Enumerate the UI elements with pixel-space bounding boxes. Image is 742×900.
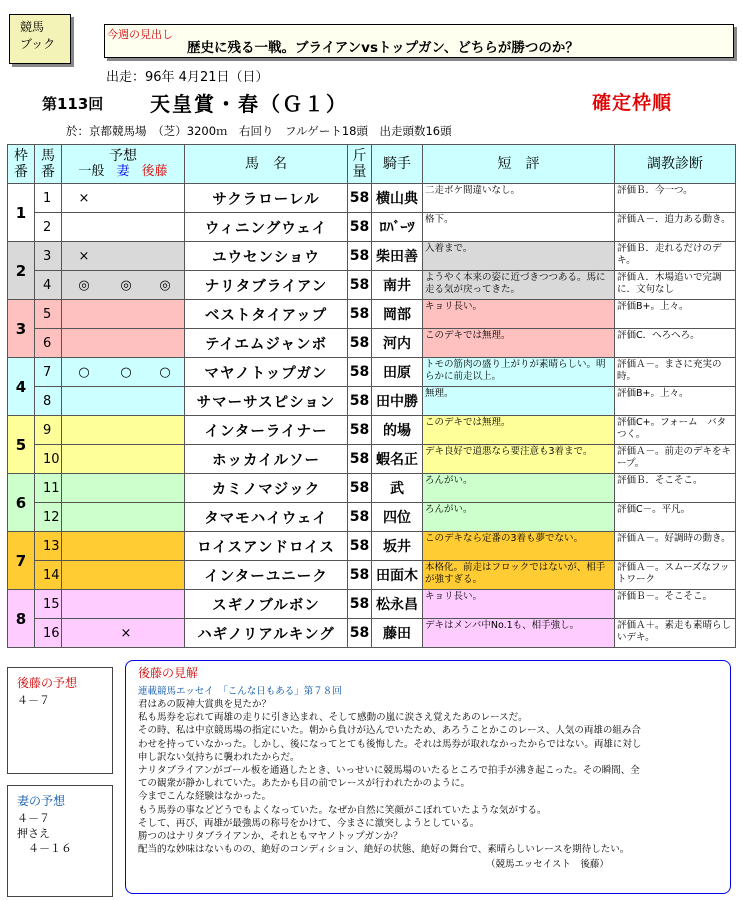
race-info: 於：京都競馬場 （芝）3200ｍ 右回り フルゲート18頭 出走頭数16頭 (66, 124, 452, 138)
essay-line: ての観衆が静かしれていた。あたかも目の前でレースが行われたかのように。 (138, 778, 471, 790)
header-comment: 短 評 (423, 145, 615, 184)
table-header-row (8, 145, 736, 184)
prediction-marks (62, 213, 185, 242)
training-eval: 評価Ｂ．今一つ。 (615, 184, 736, 213)
waku-number: 4 (8, 358, 35, 416)
kinryo: 58 (348, 184, 372, 213)
ippan-mark: × (78, 248, 90, 264)
waku-number: 6 (8, 474, 35, 532)
kinryo: 58 (348, 329, 372, 358)
short-comment: このデキなら定番の3着も夢でない。 (423, 532, 615, 561)
training-eval: 評価Ｂ．走れるだけのデキ。 (615, 242, 736, 271)
table-row (8, 387, 736, 416)
kinryo: 58 (348, 416, 372, 445)
essay-line: 君はあの阪神大賞典を見たか？ (138, 699, 272, 710)
essay-line: 申し訳ない気持ちに襲われたからだ。 (138, 751, 300, 763)
ippan-mark: ◎ (78, 277, 90, 293)
training-eval: 評価Ａ－。まさに充実の時。 (615, 358, 736, 387)
kinryo: 58 (348, 590, 372, 619)
essay-subtitle: 連載競馬エッセイ 「こんな日もある」第７８回 (138, 686, 342, 697)
jockey: 南井 (372, 271, 423, 300)
table-row (8, 242, 736, 271)
essay-signature: （競馬エッセイスト 後藤） (486, 859, 609, 871)
horse-name: ベストタイアップ (185, 300, 348, 329)
horse-name: サクラローレル (185, 184, 348, 213)
essay-line: そして、再び、両雄が最強馬の称号をかけて、今まさに激突しようとしている。 (138, 817, 480, 829)
kinryo: 58 (348, 561, 372, 590)
jockey: 松永昌 (372, 590, 423, 619)
table-row (8, 474, 736, 503)
training-eval: 評価Ａ－。スムーズなフットワーク (615, 561, 736, 590)
table-row (8, 445, 736, 474)
essay-line: もう馬券の事などどうでもよくなっていた。なぜか自然に笑顔がこぼれていたような気がする。 (138, 804, 547, 816)
header-kin: 斤 量 (348, 145, 372, 184)
jockey: 蝦名正 (372, 445, 423, 474)
prediction-marks (62, 445, 185, 474)
short-comment: デキはメンバ中No.1も、相手強し。 (423, 619, 615, 648)
table-row (8, 532, 736, 561)
uma-number: 6 (35, 329, 62, 358)
jockey: 藤田 (372, 619, 423, 648)
short-comment: 無理。 (423, 387, 615, 416)
table-row (8, 590, 736, 619)
uma-number: 14 (35, 561, 62, 590)
uma-number: 10 (35, 445, 62, 474)
status-label: 確定枠順 (592, 92, 673, 114)
short-comment: 格下。 (423, 213, 615, 242)
training-eval: 評価B+。上々。 (615, 387, 736, 416)
kinryo: 58 (348, 387, 372, 416)
short-comment: このデキでは無理。 (423, 416, 615, 445)
prediction-marks (62, 271, 185, 300)
training-eval: 評価Ａ－．追力ある動き。 (615, 213, 736, 242)
horse-name: スギノブルボン (185, 590, 348, 619)
race-number: 第113回 (42, 95, 104, 113)
table-row (8, 213, 736, 242)
prediction-marks (62, 619, 185, 648)
short-comment: キョリ長い。 (423, 300, 615, 329)
goto-mark: ◎ (159, 277, 171, 293)
training-eval: 評価C+。フォーム バタつく。 (615, 416, 736, 445)
essay-line: 私も馬券を忘れて両雄の走りに引き込まれ、そして感動の嵐に涙さえ覚えたあのレースだ。 (138, 712, 528, 724)
kinryo: 58 (348, 213, 372, 242)
goto-mark: ○ (159, 364, 171, 380)
uma-number: 11 (35, 474, 62, 503)
essay-line: 勝つのはナリタブライアンか、それともマヤノトップガンか？ (138, 831, 403, 843)
tsuma-mark: ◎ (120, 277, 132, 293)
uma-number: 7 (35, 358, 62, 387)
horse-name: テイエムジャンボ (185, 329, 348, 358)
tsuma-mark: ○ (120, 364, 132, 380)
uma-number: 1 (35, 184, 62, 213)
header-goto: 後藤 (141, 164, 168, 179)
prediction-marks (62, 387, 185, 416)
kinryo: 58 (348, 358, 372, 387)
header-tsuma: 妻 (116, 164, 130, 179)
jockey: 横山典 (372, 184, 423, 213)
short-comment: 入着まで。 (423, 242, 615, 271)
headline-text: 歴史に残る一戦。ブライアンvsトップガン、どちらが勝つのか？ (187, 40, 579, 56)
header-jockey: 騎手 (372, 145, 423, 184)
goto-prediction-body: ４－７ (17, 694, 50, 707)
essay-line: 配当的な妙味はないものの、絶好のコンディション、絶好の状態、絶好の舞台で、素晴らしいレースを期待したい。 (138, 844, 630, 856)
essay-line: わせを持っていなかった。しかし、後になってとても後悔した。それは馬券が取れなかったからではない。両雄に対し (138, 738, 642, 750)
horse-name: カミノマジック (185, 474, 348, 503)
waku-number: 1 (8, 184, 35, 242)
uma-number: 8 (35, 387, 62, 416)
short-comment: このデキでは無理。 (423, 329, 615, 358)
essay-line: ナリタブライアンがゴール板を通過したとき、いっせいに競馬場のいたるところで拍手が沸き起こった。その瞬間、全 (138, 765, 640, 777)
uma-number: 15 (35, 590, 62, 619)
horse-name: インターライナー (185, 416, 348, 445)
kinryo: 58 (348, 445, 372, 474)
goto-prediction-title: 後藤の予想 (17, 676, 78, 690)
table-row (8, 416, 736, 445)
table-row (8, 503, 736, 532)
essay-title: 後藤の見解 (138, 666, 199, 680)
jockey: 四位 (372, 503, 423, 532)
prediction-marks (62, 242, 185, 271)
kinryo: 58 (348, 619, 372, 648)
horse-name: ナリタブライアン (185, 271, 348, 300)
jockey: 坂井 (372, 532, 423, 561)
short-comment: ろんがい。 (423, 503, 615, 532)
kinryo: 58 (348, 474, 372, 503)
training-eval: 評価B+。上々。 (615, 300, 736, 329)
horse-name: サマーサスピション (185, 387, 348, 416)
uma-number: 5 (35, 300, 62, 329)
training-eval: 評価Ｂ－。そこそこ。 (615, 590, 736, 619)
prediction-marks (62, 474, 185, 503)
prediction-marks (62, 184, 185, 213)
uma-number: 13 (35, 532, 62, 561)
short-comment: ようやく本来の姿に近づきつつある。馬に走る気が戻ってきた。 (423, 271, 615, 300)
ippan-mark: × (78, 190, 90, 206)
header-uma: 馬 番 (35, 145, 62, 184)
jockey: 柴田善 (372, 242, 423, 271)
training-eval: 評価C．へろへろ。 (615, 329, 736, 358)
short-comment: 本格化。前走はフロックではないが、相手が強すぎる。 (423, 561, 615, 590)
jockey: 的場 (372, 416, 423, 445)
training-eval: 評価Ａ－。好調時の動き。 (615, 532, 736, 561)
jockey: 武 (372, 474, 423, 503)
jockey: 田面木 (372, 561, 423, 590)
prediction-marks (62, 416, 185, 445)
essay-line: 今までこんな経験はなかった。 (138, 791, 272, 803)
training-eval: 評価C－。平凡。 (615, 503, 736, 532)
header-waku: 枠 番 (8, 145, 35, 184)
uma-number: 4 (35, 271, 62, 300)
essay-body (138, 698, 730, 856)
race-name: 天皇賞・春（Ｇ１） (150, 92, 348, 116)
tsuma-mark: × (120, 625, 132, 641)
table-row (8, 329, 736, 358)
tsuma-prediction-panel (7, 785, 113, 897)
horse-name: ユウセンショウ (185, 242, 348, 271)
training-eval: 評価Ｂ．そこそこ。 (615, 474, 736, 503)
training-eval: 評価Ａ－。前走のデキをキープ。 (615, 445, 736, 474)
horse-name: ホッカイルソー (185, 445, 348, 474)
horse-name: インターユニーク (185, 561, 348, 590)
essay-line: その時、私は中京競馬場の指定にいた。朝から負けが込んでいたため、あろうことかこのレース、人気の両雄の組み合 (138, 725, 641, 737)
uma-number: 16 (35, 619, 62, 648)
kinryo: 58 (348, 503, 372, 532)
tsuma-prediction-title: 妻の予想 (17, 794, 66, 808)
prediction-marks (62, 532, 185, 561)
goto-prediction-panel (7, 667, 113, 774)
training-eval: 評価Ａ．木場追いで完調に．文句なし (615, 271, 736, 300)
short-comment: トモの筋肉の盛り上がりが素晴らしい。明らかに前走以上。 (423, 358, 615, 387)
prediction-marks (62, 300, 185, 329)
kinryo: 58 (348, 242, 372, 271)
jockey: 田中勝 (372, 387, 423, 416)
table-row (8, 271, 736, 300)
horse-name: タマモハイウェイ (185, 503, 348, 532)
horse-name: ハギノリアルキング (185, 619, 348, 648)
kinryo: 58 (348, 300, 372, 329)
training-eval: 評価Ａ＋。素走も素晴らしいデキ。 (615, 619, 736, 648)
table-row (8, 184, 736, 213)
tsuma-prediction-body: ４－７ 押さえ ４－１６ (17, 812, 72, 855)
kinryo: 58 (348, 271, 372, 300)
horse-name: マヤノトップガン (185, 358, 348, 387)
uma-number: 2 (35, 213, 62, 242)
waku-number: 8 (8, 590, 35, 648)
jockey: 田原 (372, 358, 423, 387)
waku-number: 3 (8, 300, 35, 358)
horse-name: ロイスアンドロイス (185, 532, 348, 561)
header-eval: 調教診断 (615, 145, 736, 184)
entries-table (7, 144, 736, 648)
short-comment: キョリ長い。 (423, 590, 615, 619)
logo-line1: 競馬 (20, 20, 45, 34)
table-row (8, 300, 736, 329)
short-comment: 二走ボケ間違いなし。 (423, 184, 615, 213)
entries-body (8, 184, 736, 648)
prediction-marks (62, 561, 185, 590)
waku-number: 7 (8, 532, 35, 590)
kinryo: 58 (348, 532, 372, 561)
header-yoso (62, 145, 185, 184)
jockey: 河内 (372, 329, 423, 358)
short-comment: デキ良好で道悪なら要注意も3着まで。 (423, 445, 615, 474)
headline-box (104, 24, 734, 58)
header-name: 馬 名 (185, 145, 348, 184)
waku-number: 2 (8, 242, 35, 300)
table-row (8, 561, 736, 590)
prediction-marks (62, 503, 185, 532)
prediction-marks (62, 329, 185, 358)
short-comment: ろんがい。 (423, 474, 615, 503)
race-date: 出走：96年 4月21日（日） (106, 70, 269, 85)
table-row (8, 358, 736, 387)
headline-tag: 今週の見出し (107, 28, 173, 41)
prediction-marks (62, 358, 185, 387)
prediction-marks (62, 590, 185, 619)
essay-panel (125, 660, 731, 894)
jockey: 岡部 (372, 300, 423, 329)
header-yoso-title: 予想 (109, 148, 137, 164)
table-row (8, 619, 736, 648)
keiba-book-logo (9, 14, 71, 64)
horse-name: ウィニングウェイ (185, 213, 348, 242)
uma-number: 3 (35, 242, 62, 271)
logo-line2: ブック (20, 37, 56, 51)
uma-number: 9 (35, 416, 62, 445)
jockey: ﾛﾊﾞｰﾂ (372, 213, 423, 242)
ippan-mark: ○ (78, 364, 90, 380)
waku-number: 5 (8, 416, 35, 474)
uma-number: 12 (35, 503, 62, 532)
header-ippan: 一般 (78, 164, 105, 179)
